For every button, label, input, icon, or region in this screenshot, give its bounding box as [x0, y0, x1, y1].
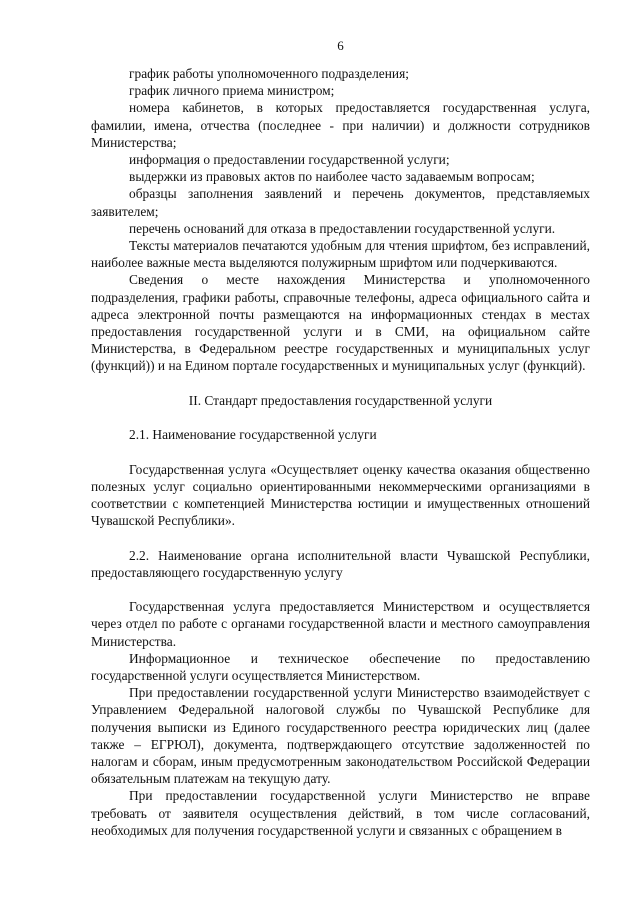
- paragraph: информация о предоставлении государственной услуги;: [129, 152, 450, 168]
- subsection-heading: 2.1. Наименование государственной услуги: [129, 427, 377, 443]
- paragraph: При предоставлении государственной услуги Министерство не вправе требовать от заявителя осуществления действий, в том числе согласований, необходимых для получения государственной услуги и связанных с обращением в: [91, 788, 590, 838]
- paragraph: график работы уполномоченного подразделения;: [129, 66, 409, 81]
- paragraph: выдержки из правовых актов по наиболее часто задаваемым вопросам;: [129, 169, 535, 185]
- document-body: [91, 65, 590, 839]
- subsection-heading: 2.2. Наименование органа исполнительной власти Чувашской Республики, предоставляющего государственную услугу: [91, 547, 590, 580]
- paragraph: график личного приема министром;: [129, 83, 335, 99]
- paragraph: Сведения о месте нахождения Министерства и уполномоченного подразделения, графики работы, справочные телефоны, адреса официального сайта и адреса электронной почты размещаются на информационных стендах в местах предоставления государственной услуги и в СМИ, на официальном сайте Министерства, в Федеральном реестре государственных и муниципальных услуг (функций)) и на Едином портале государственных и муниципальных услуг (функций).: [91, 272, 590, 374]
- paragraph: перечень оснований для отказа в предоставлении государственной услуги.: [129, 220, 556, 236]
- blank-line: [91, 375, 590, 392]
- paragraph: Тексты материалов печатаются удобным для чтения шрифтом, без исправлений, наиболее важные места выделяются полужирным шрифтом или подчеркиваются.: [91, 238, 590, 271]
- page-number: 6: [337, 38, 344, 53]
- paragraph: При предоставлении государственной услуги Министерство взаимодействует с Управлением Федеральной налоговой службы по Чувашской Республике для получения выписки из Единого государственного реестра юридических лиц (далее также – ЕГРЮЛ), документа, подтверждающего отсутствие задолженностей по налогам и сборам, иным предусмотренным законодательством Российской Федерации обязательным платежам на текущую дату.: [91, 685, 590, 787]
- blank-line: [91, 581, 590, 598]
- paragraph: Информационное и техническое обеспечение по предоставлению государственной услуги осуществляется Министерством.: [91, 650, 590, 684]
- blank-line: [91, 529, 590, 546]
- paragraph: Государственная услуга «Осуществляет оценку качества оказания общественно полезных услуг социально ориентированными некоммерческими организациями в соответствии с компетенцией Министерства юстиции и имущественных отношений Чувашской Республики».: [91, 461, 590, 529]
- section-heading: II. Стандарт предоставления государственной услуги: [188, 392, 493, 408]
- blank-line: [91, 409, 590, 426]
- paragraph: номера кабинетов, в которых предоставляется государственная услуга, фамилии, имена, отчества (последнее - при наличии) и должности сотрудников Министерства;: [91, 100, 590, 150]
- paragraph: образцы заполнения заявлений и перечень документов, представляемых заявителем;: [91, 186, 590, 219]
- blank-line: [91, 443, 590, 460]
- paragraph: Государственная услуга предоставляется Министерством и осуществляется через отдел по работе с органами государственной власти и местного самоуправления Министерства.: [91, 599, 590, 649]
